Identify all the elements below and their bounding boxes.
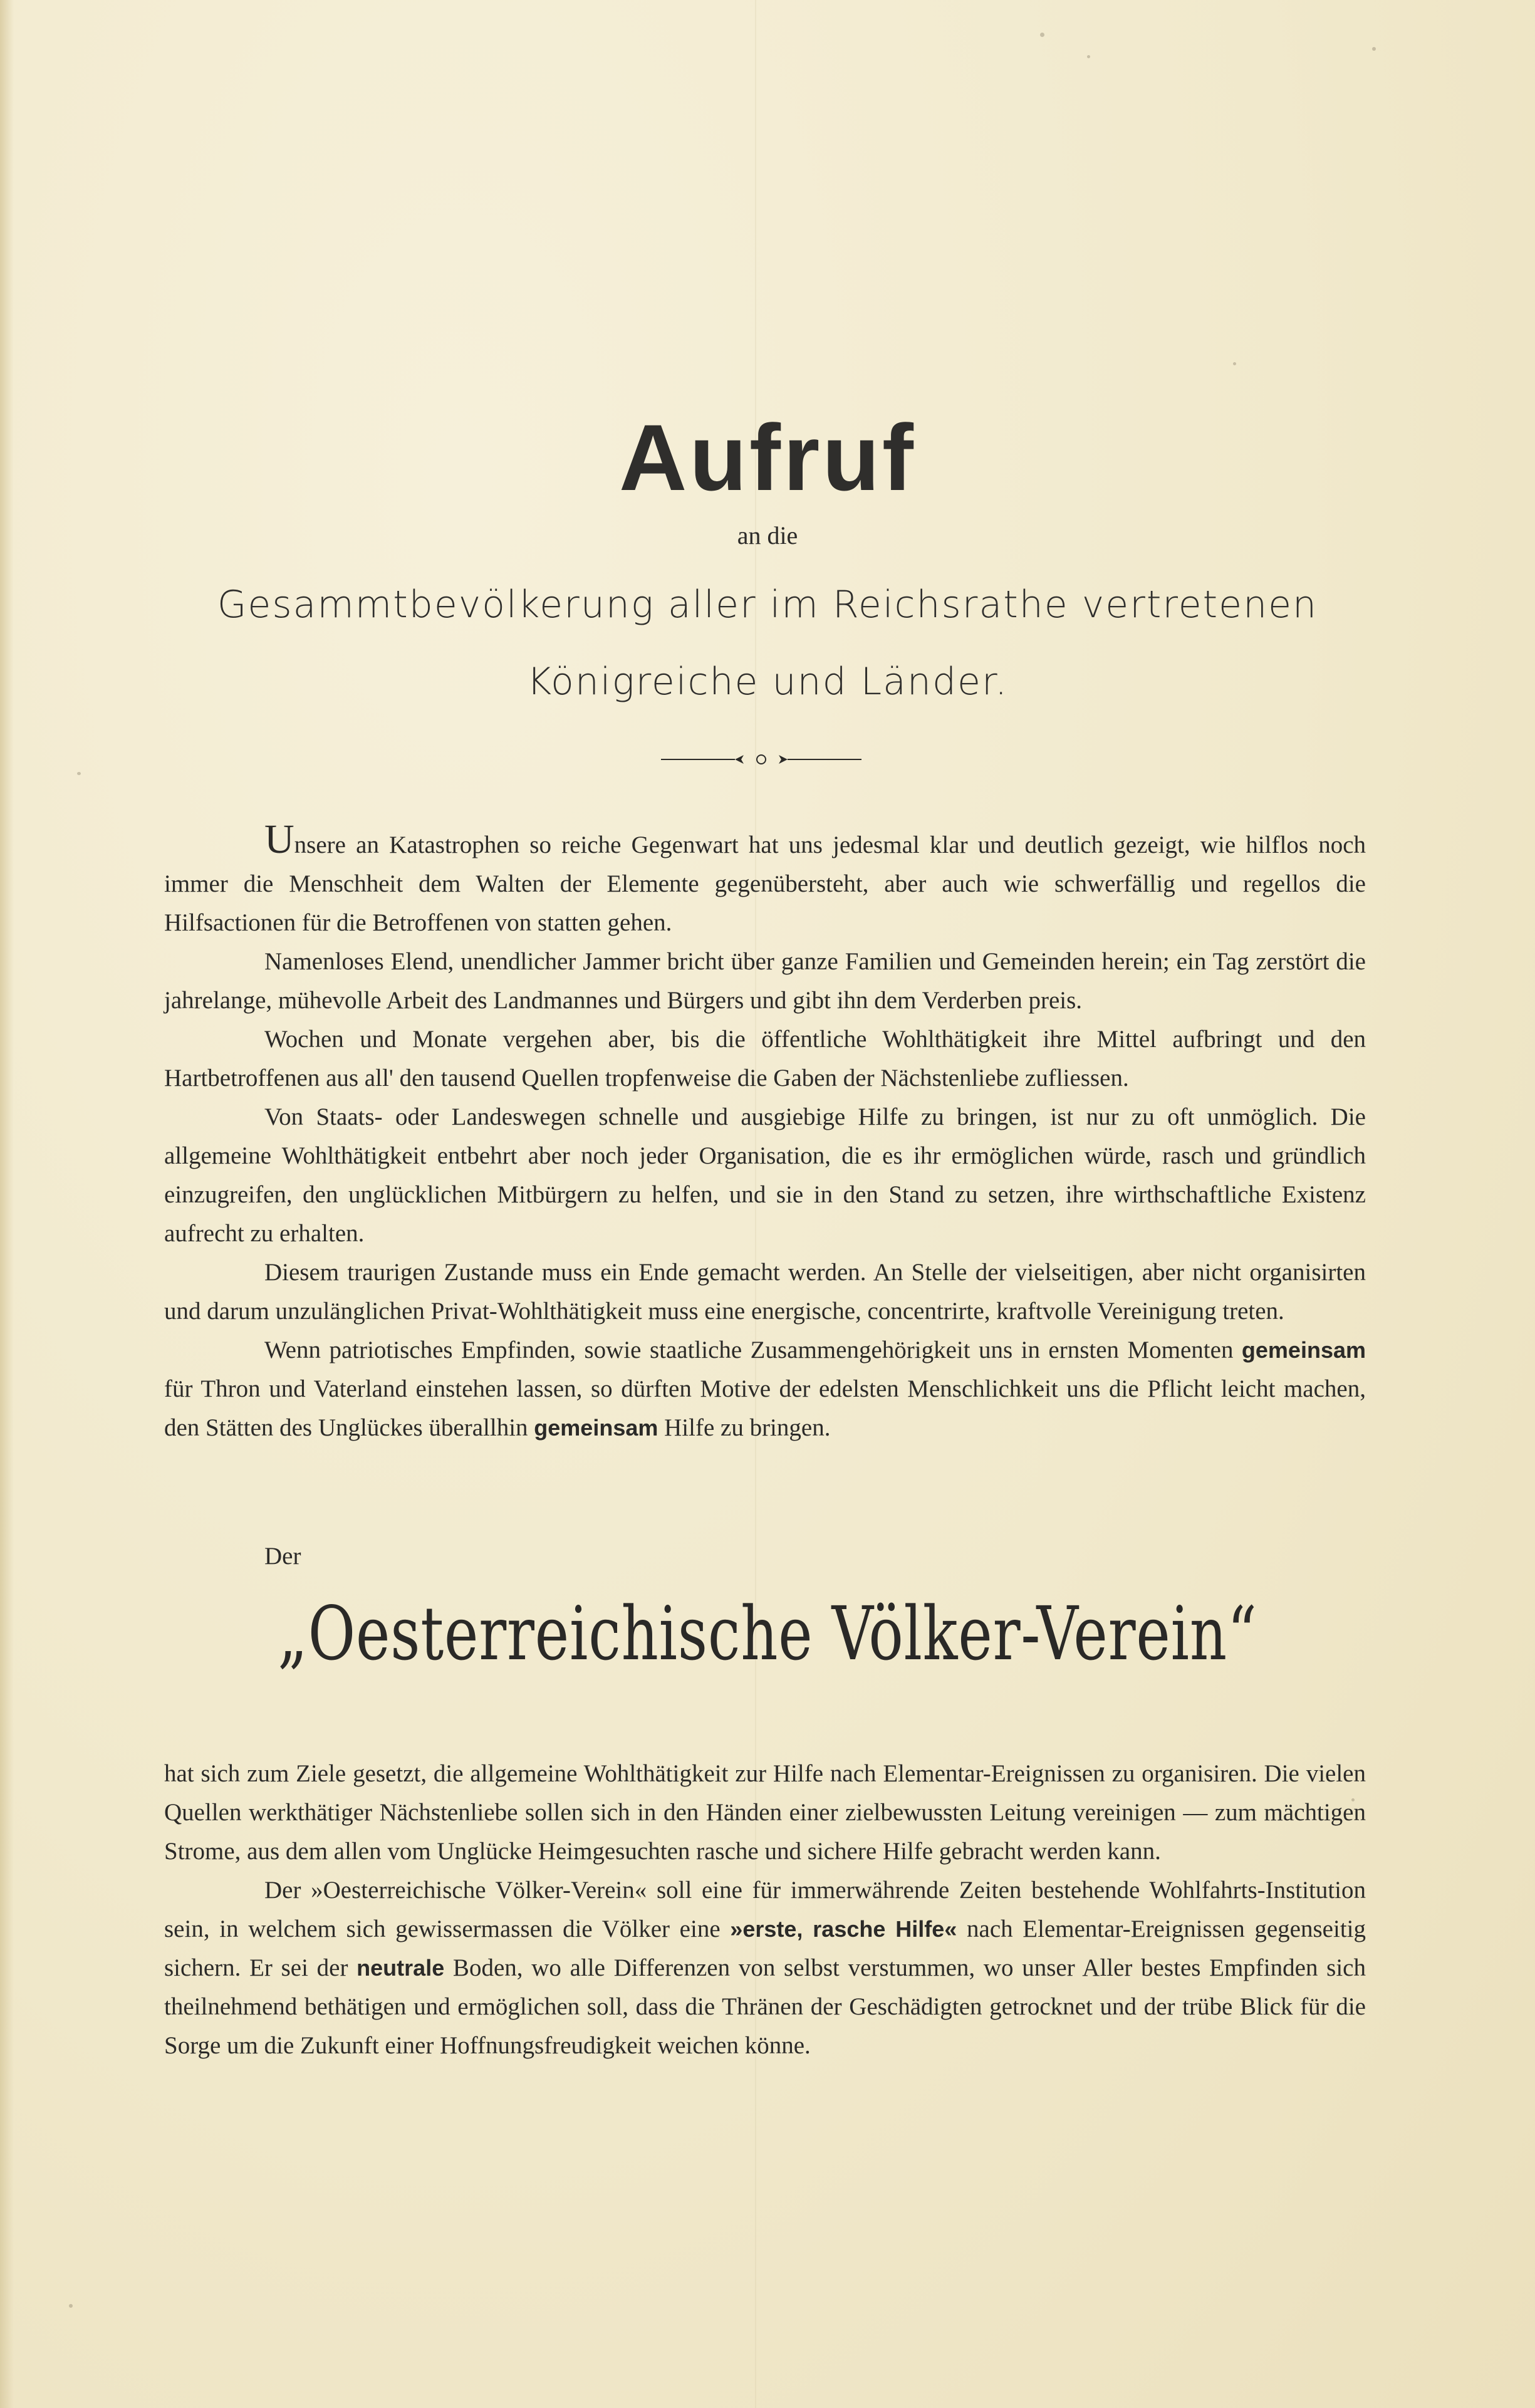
paper-speck — [1040, 33, 1044, 37]
paper-speck — [1233, 362, 1236, 365]
paragraph-8-text-b: nach Elementar-Ereignissen gegenseitig sichern. Er sei der — [164, 1915, 1366, 1981]
paper-speck — [1372, 47, 1376, 51]
subtitle-line-1: Gesammtbevölkerung aller im Reichsrathe vertretenen — [217, 583, 1318, 627]
paragraph-5: Diesem traurigen Zustande muss ein Ende gemacht werden. An Stelle der vielseitigen, aber nicht organisirten und darum unzulänglichen Privat-Wohlthätigkeit muss eine energische, concentrirte, kraftvolle Vereinigung treten. — [164, 1259, 1366, 1325]
drop-cap: U — [264, 816, 294, 862]
paragraph-6-text-a: Wenn patriotisches Empfinden, sowie staatliche Zusammengehörigkeit uns in ernsten Momenten — [264, 1337, 1242, 1363]
paragraph-8 — [164, 1871, 1366, 2065]
paragraph-1-text: nsere an Katastrophen so reiche Gegenwart hat uns jedesmal klar und deutlich gezeigt, wie hilflos noch immer die Menschheit dem Walten der Elemente gegenübersteht, aber auch wie schwerfällig und regellos die Hilfsactionen für die Betroffenen von statten gehen. — [164, 831, 1366, 936]
paragraph-8-text-c: Boden, wo alle Differenzen von selbst verstummen, wo unser Aller bestes Empfinden sich theilnehmend bethätigen und ermöglichen soll, dass die Thränen der Geschädigten getrocknet und der trübe Blick für die Sorge um die Zukunft einer Hoffnungsfreudigkeit weichen könne. — [164, 1954, 1366, 2059]
paragraph-6 — [164, 1331, 1366, 1447]
verein-title: „Oesterreichische Völker-Verein“ — [278, 1590, 1257, 1677]
subtitle-line-2: Königreiche und Länder. — [526, 660, 1009, 704]
emphasis-gemeinsam-2: gemeinsam — [534, 1415, 658, 1441]
paper-edge — [0, 0, 14, 2408]
paragraph-6-text-c: Hilfe zu bringen. — [658, 1414, 831, 1441]
body-section-top — [164, 816, 1366, 1447]
paragraph-2: Namenloses Elend, unendlicher Jammer bricht über ganze Familien und Gemeinden herein; ein Tag zerstört die jahrelange, mühevolle Arbeit des Landmannes und Bürgers und gibt ihn dem Verderben preis. — [164, 948, 1366, 1014]
emphasis-erste-hilfe: »erste, rasche Hilfe« — [730, 1916, 957, 1942]
paragraph-6-text-b: für Thron und Vaterland einstehen lassen, so dürften Motive der edelsten Menschlichkeit uns die Pflicht leicht machen, den Stätten des Unglückes überallhin — [164, 1375, 1366, 1441]
paper-speck — [77, 772, 81, 775]
paper-speck — [69, 2304, 73, 2308]
der-word: Der — [264, 1543, 301, 1570]
paragraph-8-text-a: Der »Oesterreichische Völker-Verein« soll eine für immerwährende Zeiten bestehende Wohlfahrts-Institution sein, in welchem sich gewissermassen die Völker eine — [164, 1877, 1366, 1942]
paper-speck — [1087, 55, 1090, 58]
ornament-divider — [661, 750, 861, 769]
paragraph-3: Wochen und Monate vergehen aber, bis die öffentliche Wohlthätigkeit ihre Mittel aufbringt und den Hartbetroffenen aus all' den tausend Quellen tropfenweise die Gaben der Nächstenliebe zufliessen. — [164, 1026, 1366, 1092]
paragraph-7: hat sich zum Ziele gesetzt, die allgemeine Wohlthätigkeit zur Hilfe nach Elementar-Ereignissen zu organisiren. Die vielen Quellen werkthätiger Nächstenliebe sollen sich in den Händen einer zielbewussten Leitung vereinigen — zum mächtigen Strome, aus dem allen vom Unglücke Heimgesuchten rasche und sichere Hilfe gebracht werden kann. — [164, 1760, 1366, 1865]
emphasis-neutrale: neutrale — [356, 1955, 445, 1981]
document-title: Aufruf — [619, 405, 916, 510]
body-section-bottom — [164, 1754, 1366, 2065]
emphasis-gemeinsam-1: gemeinsam — [1241, 1337, 1366, 1363]
paragraph-1 — [164, 816, 1366, 942]
paragraph-4: Von Staats- oder Landeswegen schnelle und ausgiebige Hilfe zu bringen, ist nur zu oft unmöglich. Die allgemeine Wohlthätigkeit entbehrt aber noch jeder Organisation, die es ihr ermöglichen würde, rasch und gründlich einzugreifen, den unglücklichen Mitbürgern zu helfen, und sie in den Stand zu setzen, ihre wirthschaftliche Existenz aufrecht zu erhalten. — [164, 1103, 1366, 1247]
subtitle-preposition: an die — [737, 521, 798, 550]
